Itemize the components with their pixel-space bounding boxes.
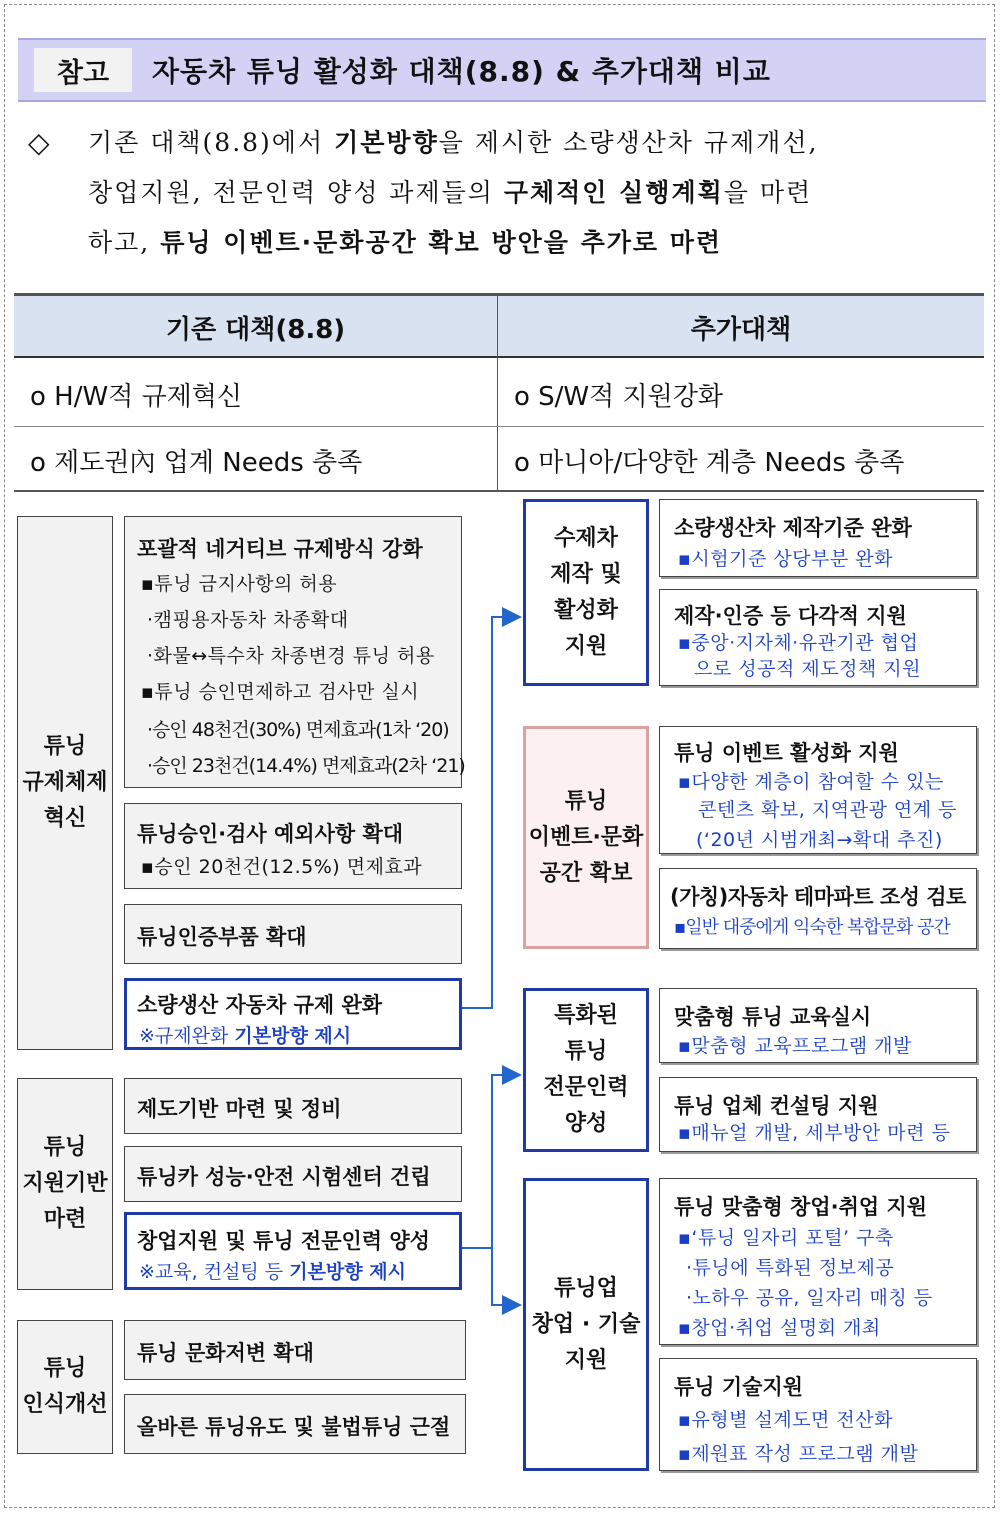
mid-specialist-training: 특화된 튜닝 전문인력 양성: [523, 988, 649, 1152]
table-cell: o S/W적 지원강화: [514, 381, 723, 412]
right-theme-park: (가칭)자동차 테마파트 조성 검토 ▪일반 대중에게 익숙한 복합문화 공간: [659, 868, 977, 949]
mid-handmade-car: 수제차 제작 및 활성화 지원: [523, 499, 649, 686]
right-event-support: 튜닝 이벤트 활성화 지원 ▪다양한 계층이 참여할 수 있는 콘텐츠 확보, 지역관광 연계 등 (‘20년 시범개최→확대 추진): [659, 726, 977, 854]
table-header-existing: 기존 대책(8.8): [165, 314, 346, 345]
summary-line-3: 하고, 튜닝 이벤트·문화공간 확보 방안을 추가로 마련: [88, 228, 723, 257]
right-startup-employment: 튜닝 맞춤형 창업·취업 지원 ▪‘튜닝 일자리 포털’ 구축 ·튜닝에 특화된 정보제공 ·노하우 공유, 일자리 매칭 등 ▪창업·취업 설명회 개최: [659, 1178, 977, 1345]
table-header-additional: 추가대책: [690, 314, 792, 345]
box-negative-regulation: 포괄적 네거티브 규제방식 강화 ▪튜닝 금지사항의 허용 ·캠핑용자동차 차종확대 ·화물↔특수차 차종변경 튜닝 허용 ▪튜닝 승인면제하고 검사만 실시 ·승인 48천건(30%) 면제효과(1차 ‘20) ·승인 23천건(14.4%) 면제효과(2차 ‘21): [124, 516, 462, 788]
box-culture-base: 튜닝 문화저변 확대: [124, 1320, 466, 1380]
box-startup-support: 창업지원 및 튜닝 전문인력 양성 ※교육, 컨설팅 등 기본방향 제시: [124, 1212, 462, 1290]
category-support-base: 튜닝 지원기반 마련: [17, 1078, 113, 1290]
table-cell: o H/W적 규제혁신: [30, 381, 243, 412]
right-consulting: 튜닝 업체 컨설팅 지원 ▪매뉴얼 개발, 세부방안 마련 등: [659, 1077, 977, 1152]
right-relax-standards: 소량생산차 제작기준 완화 ▪시험기준 상당부분 완화: [659, 499, 977, 577]
page-title: 자동차 튜닝 활성화 대책(8.8) & 추가대책 비교: [152, 55, 771, 88]
box-certified-parts: 튜닝인증부품 확대: [124, 904, 462, 964]
box-test-center: 튜닝카 성능·안전 시험센터 건립: [124, 1146, 462, 1202]
mid-event-culture: 튜닝 이벤트·문화 공간 확보: [523, 726, 649, 949]
right-custom-education: 맞춤형 튜닝 교육실시 ▪맞춤형 교육프로그램 개발: [659, 988, 977, 1063]
summary-line-2: 창업지원, 전문인력 양성 과제들의 구체적인 실행계획을 마련: [88, 178, 813, 207]
table-cell: o 마니아/다양한 계층 Needs 충족: [514, 447, 905, 478]
category-awareness: 튜닝 인식개선: [17, 1320, 113, 1454]
box-institutional-base: 제도기반 마련 및 정비: [124, 1078, 462, 1134]
mid-startup-tech: 튜닝업 창업 · 기술 지원: [523, 1178, 649, 1471]
box-small-production: 소량생산 자동차 규제 완화 ※규제완화 기본방향 제시: [124, 978, 462, 1050]
box-exception-expand: 튜닝승인·검사 예외사항 확대 ▪승인 20천건(12.5%) 면제효과: [124, 803, 462, 889]
box-illegal-tuning: 올바른 튜닝유도 및 불법튜닝 근절: [124, 1394, 466, 1454]
table-cell: o 제도권內 업계 Needs 충족: [30, 447, 363, 478]
title-tag: 참고: [34, 48, 132, 92]
right-tech-support: 튜닝 기술지원 ▪유형별 설계도면 전산화 ▪제원표 작성 프로그램 개발: [659, 1358, 977, 1471]
right-multi-support: 제작·인증 등 다각적 지원 ▪중앙·지자체·유관기관 협업 으로 성공적 제도정책 지원: [659, 589, 977, 686]
summary-line-1: 기존 대책(8.8)에서 기본방향을 제시한 소량생산차 규제개선,: [88, 128, 819, 157]
diamond-bullet-icon: ◇: [28, 126, 52, 159]
category-regulation: 튜닝 규제체제 혁신: [17, 516, 113, 1050]
